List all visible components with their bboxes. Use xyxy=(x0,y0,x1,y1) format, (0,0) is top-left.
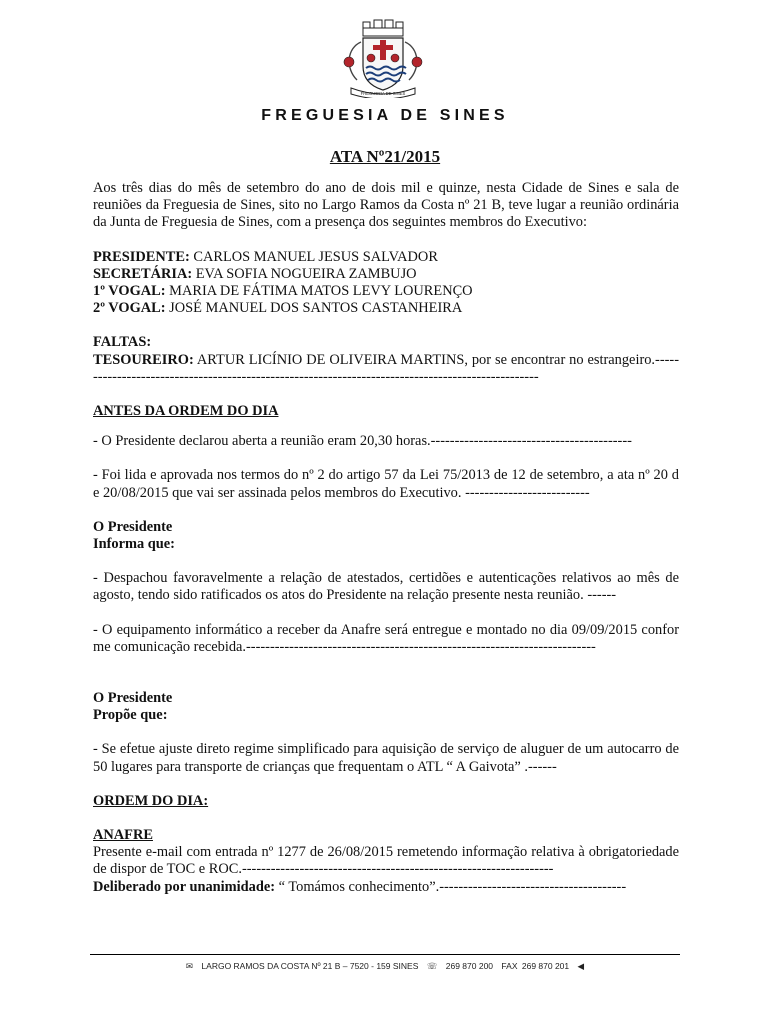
member-name: CARLOS MANUEL JESUS SALVADOR xyxy=(189,248,438,265)
member-line xyxy=(93,266,679,283)
antes-paragraph-2: - Foi lida e aprovada nos termos do nº 2 do artigo 57 da Lei 75/2013 de 12 de setembro, a ata nº 20 de 20/08/2015 que vai ser assinada pelos membros do Executivo. -------------------------- xyxy=(93,467,679,501)
antes-ordem-heading: ANTES DA ORDEM DO DIA xyxy=(93,403,279,420)
member-line xyxy=(93,249,679,266)
member-name: EVA SOFIA NOGUEIRA ZAMBUJO xyxy=(192,265,417,282)
minutes-body xyxy=(93,180,679,896)
antes-paragraph-1: - O Presidente declarou aberta a reunião eram 20,30 horas.------------------------------------------ xyxy=(93,433,632,450)
phone-icon: ☏ xyxy=(426,961,438,971)
footer-address: LARGO RAMOS DA COSTA Nº 21 B – 7520 - 159 SINES xyxy=(201,961,419,971)
tesoureiro-text: ARTUR LICÍNIO DE OLIVEIRA MARTINS, por se encontrar no estrangeiro.-------------------------------------------------------------------------------------------------- xyxy=(93,351,679,385)
deliberation-text: “ Tomámos conhecimento”.--------------------------------------- xyxy=(275,878,627,895)
member-role: PRESIDENTE: xyxy=(93,248,190,265)
member-role: 2º VOGAL: xyxy=(93,300,166,317)
footer-fax: 269 870 201 xyxy=(521,961,570,971)
footer-divider xyxy=(90,954,680,955)
tesoureiro-paragraph xyxy=(93,352,679,386)
ordem-dia-heading: ORDEM DO DIA: xyxy=(93,792,209,809)
informa-heading-label: Informa que: xyxy=(93,536,175,553)
footer-contact xyxy=(0,961,770,972)
envelope-icon: ✉ xyxy=(185,961,194,971)
intro-paragraph: Aos três dias do mês de setembro do ano de dois mil e quinze, nesta Cidade de Sines e sala de reuniões da Freguesia de Sines, sito no Largo Ramos da Costa nº 21 B, teve lugar a reunião ordinária da Junta de Freguesia de Sines, com a presença dos seguintes membros do Executivo: xyxy=(93,180,679,231)
tesoureiro-role: TESOUREIRO: xyxy=(93,351,194,368)
footer-fax-label: FAX xyxy=(501,961,518,971)
deliberation-line xyxy=(93,879,679,896)
member-role: 1º VOGAL: xyxy=(93,283,166,300)
informa-paragraph-1: - Despachou favoravelmente a relação de atestados, certidões e autenticações relativos ao mês de agosto, tendo sido ratificados os atos do Presidente na relação presente nesta reunião. ------ xyxy=(93,570,679,604)
propoe-heading-president: O Presidente xyxy=(93,690,173,707)
deliberation-label: Deliberado por unanimidade: xyxy=(93,878,276,895)
informa-paragraph-2: - O equipamento informático a receber da Anafre será entregue e montado no dia 09/09/2015 conforme comunicação recebida.------------------------------------------------------------------------- xyxy=(93,621,679,655)
fax-icon: ◀ xyxy=(577,961,585,971)
footer-phone: 269 870 200 xyxy=(445,961,494,971)
anafre-paragraph: Presente e-mail com entrada nº 1277 de 26/08/2015 remetendo informação relativa à obrigatoriedade de dispor de TOC e ROC.----------------------------------------------------------------- xyxy=(93,844,679,878)
parish-crest-logo xyxy=(327,18,439,98)
member-name: JOSÉ MANUEL DOS SANTOS CASTANHEIRA xyxy=(165,300,463,317)
member-line xyxy=(93,300,679,317)
ata-title: ATA Nº21/2015 xyxy=(329,147,441,166)
propoe-paragraph-1: - Se efetue ajuste direto regime simplificado para aquisição de serviço de aluguer de um autocarro de 50 lugares para transporte de crianças que frequentam o ATL “ A Gaivota” .------ xyxy=(93,741,679,775)
org-title: FREGUESIA DE SINES xyxy=(261,107,509,124)
propoe-heading-label: Propõe que: xyxy=(93,707,168,724)
informa-heading-president: O Presidente xyxy=(93,518,173,535)
member-line xyxy=(93,283,679,300)
member-role: SECRETÁRIA: xyxy=(93,265,193,282)
crest-scroll-text: FREGUESIA DE SINES xyxy=(360,91,406,96)
anafre-heading: ANAFRE xyxy=(93,827,153,844)
faltas-heading: FALTAS: xyxy=(93,334,152,351)
member-name: MARIA DE FÁTIMA MATOS LEVY LOURENÇO xyxy=(165,283,473,300)
